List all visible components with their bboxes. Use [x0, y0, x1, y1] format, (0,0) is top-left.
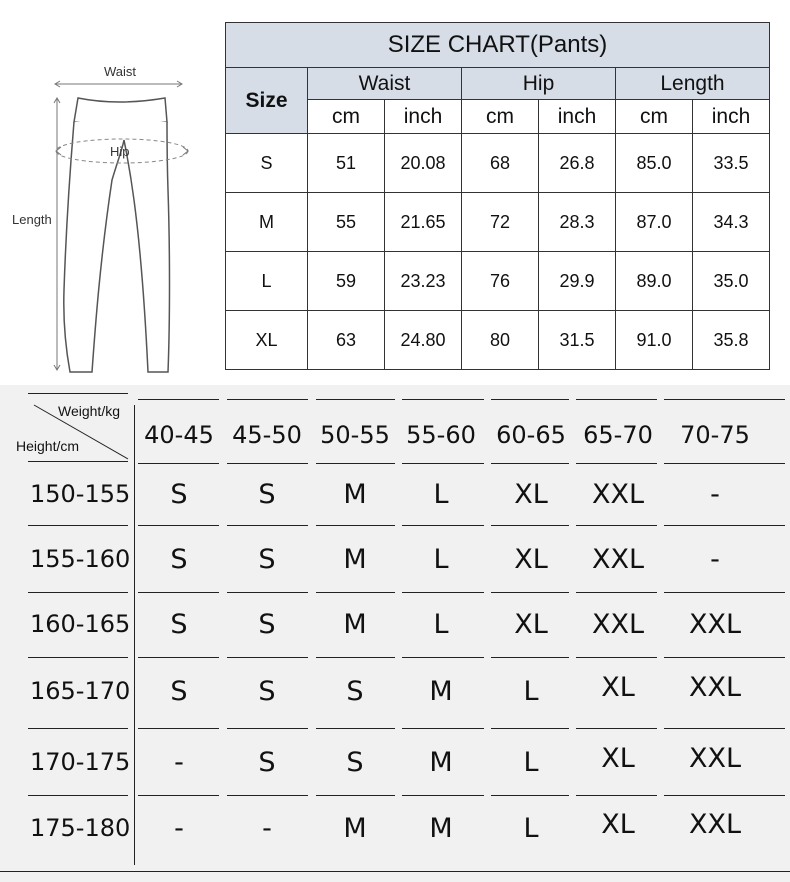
- grid-line: [316, 463, 395, 464]
- size-recommendation-cell: XL: [514, 609, 548, 640]
- size-recommendation-cell: XXL: [688, 809, 742, 840]
- grid-line: [664, 525, 785, 526]
- size-recommendation-cell: XXL: [688, 672, 742, 703]
- grid-line: [316, 728, 395, 729]
- size-recommendation-cell: L: [523, 747, 539, 778]
- grid-line: [576, 728, 657, 729]
- size-recommendation-cell: M: [429, 676, 453, 707]
- size-recommendation-cell: S: [346, 747, 364, 778]
- grid-line: [664, 795, 785, 796]
- weight-axis-label: Weight/kg: [58, 403, 120, 419]
- grid-line: [576, 525, 657, 526]
- size-chart-title: SIZE CHART(Pants): [226, 23, 770, 68]
- grid-line: [138, 592, 219, 593]
- grid-line: [28, 728, 128, 729]
- grid-line: [576, 399, 657, 400]
- grid-line: [402, 399, 484, 400]
- grid-line: [138, 525, 219, 526]
- weight-column-header: 55-60: [406, 421, 476, 449]
- grid-line: [402, 795, 484, 796]
- grid-line: [28, 657, 128, 658]
- size-row: [226, 252, 770, 311]
- size-cell: M: [226, 193, 308, 252]
- size-recommendation-cell: L: [523, 676, 539, 707]
- grid-line: [491, 463, 569, 464]
- size-recommendation-cell: XXL: [688, 609, 742, 640]
- grid-line: [664, 657, 785, 658]
- unit-header: inch: [539, 100, 616, 134]
- measurement-cell: 72: [462, 193, 539, 252]
- grid-line: [227, 592, 308, 593]
- grid-line: [227, 399, 308, 400]
- measurement-cell: 31.5: [539, 311, 616, 370]
- grid-line: [576, 795, 657, 796]
- grid-line: [134, 405, 135, 865]
- size-recommendation-cell: M: [429, 813, 453, 844]
- measurement-cell: 59: [308, 252, 385, 311]
- grid-line: [28, 795, 128, 796]
- grid-line: [227, 657, 308, 658]
- size-recommendation-cell: S: [346, 676, 364, 707]
- weight-column-header: 50-55: [320, 421, 390, 449]
- grid-line: [402, 592, 484, 593]
- grid-line: [138, 657, 219, 658]
- hip-label: Hip: [110, 144, 130, 159]
- size-recommendation-cell: XL: [601, 672, 635, 703]
- measurement-cell: 26.8: [539, 134, 616, 193]
- size-recommendation-cell: L: [433, 609, 449, 640]
- grid-line: [402, 728, 484, 729]
- size-cell: XL: [226, 311, 308, 370]
- grid-line: [28, 525, 128, 526]
- grid-line: [138, 728, 219, 729]
- grid-line: [316, 592, 395, 593]
- grid-line: [28, 461, 128, 462]
- grid-line: [227, 463, 308, 464]
- unit-header: inch: [693, 100, 770, 134]
- size-recommendation-cell: -: [710, 544, 720, 575]
- height-row-header: 165-170: [30, 677, 131, 705]
- size-row: [226, 134, 770, 193]
- grid-line: [0, 871, 790, 872]
- size-recommendation-cell: XL: [514, 544, 548, 575]
- size-recommendation-cell: XL: [601, 809, 635, 840]
- weight-height-table: [0, 385, 790, 882]
- measurement-cell: 55: [308, 193, 385, 252]
- grid-line: [138, 795, 219, 796]
- size-row: [226, 193, 770, 252]
- measurement-cell: 63: [308, 311, 385, 370]
- size-recommendation-cell: S: [258, 747, 276, 778]
- height-row-header: 160-165: [30, 610, 131, 638]
- grid-line: [664, 728, 785, 729]
- size-recommendation-cell: M: [343, 813, 367, 844]
- size-recommendation-cell: -: [174, 813, 184, 844]
- size-recommendation-cell: XL: [601, 743, 635, 774]
- height-row-header: 155-160: [30, 545, 131, 573]
- grid-line: [491, 795, 569, 796]
- grid-line: [402, 463, 484, 464]
- measurement-cell: 33.5: [693, 134, 770, 193]
- measurement-cell: 76: [462, 252, 539, 311]
- grid-line: [28, 592, 128, 593]
- measurement-cell: 34.3: [693, 193, 770, 252]
- measurement-cell: 51: [308, 134, 385, 193]
- grid-line: [316, 399, 395, 400]
- grid-line: [227, 728, 308, 729]
- measurement-cell: 24.80: [385, 311, 462, 370]
- size-recommendation-cell: -: [262, 813, 272, 844]
- grid-line: [576, 657, 657, 658]
- size-recommendation-cell: S: [170, 479, 188, 510]
- height-row-header: 175-180: [30, 814, 131, 842]
- height-row-header: 170-175: [30, 748, 131, 776]
- size-recommendation-cell: M: [429, 747, 453, 778]
- grid-line: [491, 399, 569, 400]
- grid-line: [138, 399, 219, 400]
- weight-height-panel: [0, 385, 790, 882]
- measurement-cell: 85.0: [616, 134, 693, 193]
- grid-line: [491, 525, 569, 526]
- size-recommendation-cell: S: [170, 544, 188, 575]
- measurement-cell: 35.8: [693, 311, 770, 370]
- measurement-cell: 89.0: [616, 252, 693, 311]
- measurement-cell: 35.0: [693, 252, 770, 311]
- size-recommendation-cell: L: [433, 544, 449, 575]
- size-recommendation-cell: L: [433, 479, 449, 510]
- size-cell: L: [226, 252, 308, 311]
- grid-line: [316, 525, 395, 526]
- size-recommendation-cell: XXL: [591, 609, 645, 640]
- size-chart-table: [225, 22, 770, 370]
- grid-line: [664, 463, 785, 464]
- grid-line: [576, 592, 657, 593]
- measurement-cell: 21.65: [385, 193, 462, 252]
- pants-diagram: [0, 0, 222, 382]
- grid-line: [576, 463, 657, 464]
- grid-line: [491, 657, 569, 658]
- size-recommendation-cell: -: [174, 747, 184, 778]
- weight-column-header: 45-50: [232, 421, 302, 449]
- size-recommendation-cell: M: [343, 609, 367, 640]
- length-group-header: Length: [616, 68, 770, 100]
- size-row: [226, 311, 770, 370]
- length-label: Length: [12, 212, 52, 227]
- weight-column-header: 40-45: [144, 421, 214, 449]
- size-column-header: Size: [226, 68, 308, 134]
- size-recommendation-cell: S: [258, 544, 276, 575]
- measurement-cell: 23.23: [385, 252, 462, 311]
- measurement-cell: 68: [462, 134, 539, 193]
- size-recommendation-cell: S: [258, 479, 276, 510]
- waist-group-header: Waist: [308, 68, 462, 100]
- size-recommendation-cell: S: [170, 676, 188, 707]
- measurement-cell: 28.3: [539, 193, 616, 252]
- grid-line: [227, 795, 308, 796]
- size-recommendation-cell: XL: [514, 479, 548, 510]
- grid-line: [664, 592, 785, 593]
- size-recommendation-cell: S: [258, 609, 276, 640]
- measurement-cell: 20.08: [385, 134, 462, 193]
- grid-line: [227, 525, 308, 526]
- size-recommendation-cell: XXL: [688, 743, 742, 774]
- weight-column-header: 65-70: [583, 421, 653, 449]
- unit-header: cm: [308, 100, 385, 134]
- unit-header: inch: [385, 100, 462, 134]
- grid-line: [664, 399, 785, 400]
- size-recommendation-cell: L: [523, 813, 539, 844]
- grid-line: [316, 795, 395, 796]
- unit-header: cm: [616, 100, 693, 134]
- size-recommendation-cell: S: [170, 609, 188, 640]
- measurement-cell: 29.9: [539, 252, 616, 311]
- hip-group-header: Hip: [462, 68, 616, 100]
- weight-column-header: 60-65: [496, 421, 566, 449]
- weight-column-header: 70-75: [680, 421, 750, 449]
- size-cell: S: [226, 134, 308, 193]
- grid-line: [402, 525, 484, 526]
- size-recommendation-cell: XXL: [591, 544, 645, 575]
- size-recommendation-cell: XXL: [591, 479, 645, 510]
- unit-header: cm: [462, 100, 539, 134]
- size-recommendation-cell: -: [710, 479, 720, 510]
- grid-line: [491, 728, 569, 729]
- grid-line: [491, 592, 569, 593]
- waist-label: Waist: [104, 64, 137, 79]
- height-row-header: 150-155: [30, 480, 131, 508]
- size-recommendation-cell: M: [343, 479, 367, 510]
- grid-line: [138, 463, 219, 464]
- height-axis-label: Height/cm: [16, 438, 80, 454]
- measurement-cell: 91.0: [616, 311, 693, 370]
- grid-line: [316, 657, 395, 658]
- pants-outline-icon: [0, 0, 222, 382]
- grid-line: [402, 657, 484, 658]
- size-recommendation-cell: S: [258, 676, 276, 707]
- size-recommendation-cell: M: [343, 544, 367, 575]
- measurement-cell: 87.0: [616, 193, 693, 252]
- measurement-cell: 80: [462, 311, 539, 370]
